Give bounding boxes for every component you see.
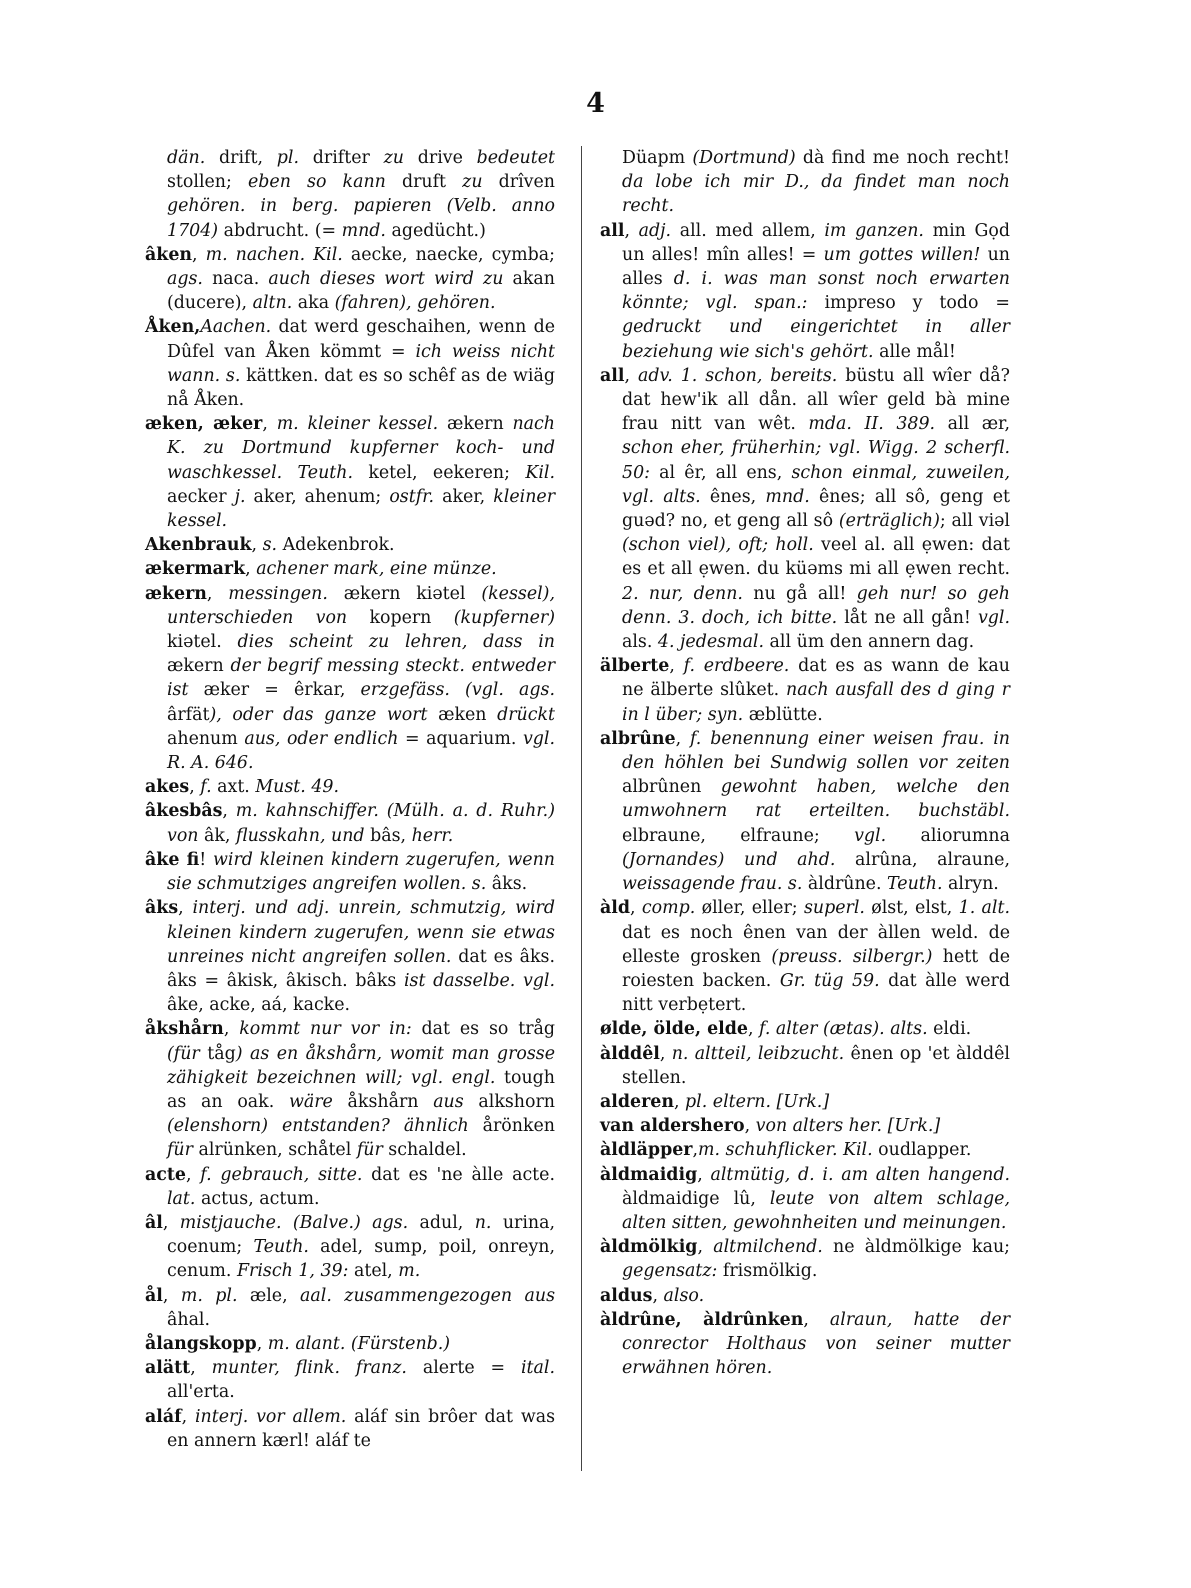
entry-text: ,	[747, 1019, 760, 1040]
italic-gloss: drückt	[497, 704, 555, 725]
entry-text: ,	[697, 1237, 714, 1258]
italic-gloss: für	[167, 1140, 193, 1161]
italic-gloss: aus, oder endlich	[244, 728, 399, 749]
entry-text: = aquarium.	[398, 728, 523, 749]
italic-gloss: adv. 1. schon, bereits.	[637, 365, 838, 386]
entry-text: âke, acke, aá, kacke.	[167, 995, 351, 1016]
dictionary-entry	[600, 896, 1010, 1017]
dictionary-entry	[145, 582, 555, 776]
headword: àldmaidig	[600, 1164, 698, 1185]
headword: Åken	[145, 317, 195, 338]
dictionary-entry	[600, 1090, 1010, 1114]
italic-gloss: munter, flink. franz.	[211, 1358, 407, 1379]
dictionary-entry	[600, 364, 1010, 654]
italic-gloss: vgl.	[854, 825, 887, 846]
italic-gloss: comp.	[641, 898, 696, 919]
italic-gloss: schon eher, früherhin; vgl. Wigg. 2 scherfl. 50:	[622, 438, 1010, 483]
headword: aláf	[145, 1406, 182, 1427]
italic-gloss: vgl. R. A. 646.	[167, 728, 555, 774]
dictionary-entry	[145, 775, 555, 799]
italic-gloss: bedeutet	[476, 148, 555, 168]
italic-gloss: Teuth.	[253, 1237, 309, 1258]
entry-text: ækern	[438, 414, 513, 435]
entry-text: ,	[192, 244, 206, 265]
entry-text: åkshårn	[332, 1091, 434, 1112]
entry-text: ,	[190, 1358, 212, 1379]
italic-gloss: ist dasselbe. vgl.	[404, 970, 556, 991]
italic-gloss: kommt nur vor in:	[239, 1019, 412, 1040]
italic-gloss: ags.	[167, 269, 203, 290]
entry-text: ,	[181, 1406, 195, 1427]
entry-text: ,	[659, 1043, 672, 1064]
italic-gloss: (Jornandes) und ahd.	[622, 849, 836, 870]
italic-gloss: eben so kann	[247, 172, 386, 193]
italic-gloss: s.	[262, 535, 278, 556]
entry-text: aecke, naecke, cymba;	[342, 244, 555, 265]
italic-gloss: superl.	[803, 898, 865, 919]
entry-text: dat es 'ne àlle acte.	[362, 1164, 555, 1185]
entry-text: Adekenbrok.	[277, 535, 395, 556]
entry-text: ênes,	[700, 486, 766, 507]
italic-gloss: adj.	[638, 220, 672, 241]
dictionary-entry	[600, 1042, 1010, 1090]
italic-gloss: pl.	[276, 148, 299, 168]
entry-text: ,	[744, 1116, 756, 1137]
entry-text: al êr, all ens,	[650, 462, 792, 483]
entry-text: øller, eller;	[695, 898, 804, 919]
entry-text: schaldel.	[382, 1140, 467, 1161]
entry-text: ,	[178, 898, 193, 919]
italic-gloss: vgl.	[977, 607, 1010, 628]
italic-gloss: womit man grosse zähigkeit bezeichnen will; vgl. engl.	[167, 1043, 555, 1088]
entry-text: oudlapper.	[872, 1140, 972, 1161]
italic-gloss: f. erdbeere.	[683, 656, 790, 677]
column-divider	[581, 146, 582, 1471]
headword: ålangskopp	[145, 1333, 257, 1354]
headword: àld	[600, 898, 631, 919]
entry-text: ,	[675, 728, 690, 749]
entry-text: aker,	[434, 486, 494, 507]
italic-gloss: im ganzen.	[824, 220, 924, 241]
italic-gloss: Gr. tüg 59.	[779, 970, 880, 991]
headword: ækermark	[145, 559, 246, 580]
headword: ækern	[145, 583, 207, 604]
headword: âl	[145, 1212, 163, 1233]
headword: alderen	[600, 1091, 674, 1112]
entry-text: ,	[673, 1091, 686, 1112]
italic-gloss: messingen.	[228, 583, 328, 604]
entry-text: ,	[624, 220, 639, 241]
dictionary-entry	[145, 315, 555, 412]
italic-gloss: (erträglich)	[838, 511, 940, 532]
italic-gloss: weissagende frau. s.	[622, 874, 803, 895]
italic-gloss: m. kleiner kessel.	[276, 414, 439, 435]
entry-text: kopern	[347, 607, 454, 628]
italic-gloss: 4. jedesmal.	[657, 632, 765, 653]
headword: àldläpper	[600, 1140, 693, 1161]
entry-text: eldi.	[927, 1019, 972, 1040]
headword: åkshårn	[145, 1019, 224, 1040]
italic-gloss: interj. und adj. unrein, schmutzig, wird kleinen kindern zugerufen, wenn sie etwas unreines nicht angreifen sollen.	[167, 898, 555, 967]
entry-text: !	[199, 849, 213, 870]
entry-text: akan (ducere),	[167, 269, 555, 314]
entry-text: alrünken, schåtel	[192, 1140, 357, 1161]
dictionary-entry	[145, 1163, 555, 1211]
italic-gloss: aal. zusammengezogen aus	[300, 1285, 555, 1306]
headword: àldmölkig	[600, 1237, 698, 1258]
continued-entry	[600, 146, 1010, 219]
headword: Akenbrauk	[145, 535, 252, 556]
dictionary-entry	[145, 412, 555, 533]
italic-gloss: gehören. in berg. papieren (Velb. anno 1704)	[167, 196, 555, 241]
italic-gloss: (schon viel), oft; holl.	[622, 535, 814, 556]
entry-text: kiətel.	[167, 632, 238, 653]
italic-gloss: m. nachen. Kil.	[205, 244, 343, 265]
entry-text: urina, coenum;	[167, 1212, 555, 1258]
entry-text: drîven	[482, 172, 555, 193]
italic-gloss: gegensatz:	[622, 1261, 718, 1282]
dictionary-entry	[600, 1284, 1010, 1308]
italic-gloss: der begrif messing steckt. entweder ist	[167, 656, 556, 701]
italic-gloss: d. i. was man sonst noch erwarten könnte; vgl. span.:	[622, 269, 1010, 314]
entry-text: adul,	[408, 1212, 475, 1233]
italic-gloss: von alters her. [Urk.]	[755, 1116, 941, 1137]
italic-gloss: (fahren), gehören.	[334, 293, 496, 314]
entry-text: axt.	[211, 777, 256, 798]
dictionary-entry	[145, 243, 555, 316]
entry-text: ,	[223, 1019, 240, 1040]
dictionary-entry	[600, 1163, 1010, 1236]
entry-text: dat es noch ênen van der àllen weld. de elleste grosken	[622, 922, 1010, 967]
italic-gloss: gewohnt haben, welche den umwohnern rat erteilten. buchstäbl.	[622, 777, 1010, 822]
italic-gloss: Aachen.	[200, 317, 272, 338]
dictionary-entry	[600, 1235, 1010, 1283]
dictionary-entry	[600, 219, 1010, 364]
entry-text: all ær,	[935, 414, 1010, 435]
italic-gloss: f. alter (ætas). alts.	[759, 1019, 928, 1040]
italic-gloss: ) as en åkshårn,	[235, 1043, 390, 1064]
entry-text: min Gọd un alles! mîn alles! =	[622, 220, 1010, 265]
entry-text: alryn.	[942, 874, 999, 895]
italic-gloss: interj. vor allem.	[194, 1406, 347, 1427]
italic-gloss: (elenshorn) entstanden? ähnlich	[167, 1116, 469, 1137]
entry-text: ,	[162, 1212, 180, 1233]
entry-text: Düapm	[622, 148, 693, 168]
entry-text: alle mål!	[873, 341, 956, 362]
headword: âke fi	[145, 849, 200, 870]
italic-gloss: flusskahn, und	[236, 825, 365, 846]
entry-text: âhal.	[167, 1309, 211, 1330]
entry-text: ; all viəl	[939, 511, 1010, 532]
entry-text: dat werd geschaihen, wenn de Dûfel van Åken kömmt =	[167, 317, 555, 362]
headword: àldrûne, àldrûnken	[600, 1309, 804, 1330]
entry-text: drifter	[299, 148, 384, 168]
dictionary-entry	[145, 848, 555, 896]
entry-text: tough as an oak.	[167, 1067, 555, 1112]
continued-entry	[145, 146, 555, 243]
entry-text: dat es as wann de kau ne älberte slûket.	[622, 656, 1010, 701]
italic-gloss: nach ausfall des d ging r in l über; syn.	[622, 680, 1010, 725]
dictionary-entry	[600, 1114, 1010, 1138]
italic-gloss: Must. 49.	[255, 777, 339, 798]
entry-text: ,	[803, 1309, 830, 1330]
entry-text: ahenum	[167, 728, 245, 749]
italic-gloss: auch dieses wort wird zu	[268, 269, 504, 290]
entry-text: ,	[222, 801, 236, 822]
entry-text: ,	[256, 1333, 268, 1354]
italic-gloss: m.	[398, 1261, 421, 1282]
italic-gloss: Kil.	[525, 462, 555, 483]
entry-text: ,	[245, 559, 257, 580]
entry-text: ækern	[167, 656, 231, 677]
headword: ål	[145, 1285, 163, 1306]
italic-gloss: wäre	[288, 1091, 333, 1112]
entry-text: ,	[692, 1140, 698, 1161]
headword: albrûne	[600, 728, 676, 749]
italic-gloss: Teuth.	[887, 874, 943, 895]
dictionary-entry	[600, 1017, 1010, 1041]
entry-text: actus, actum.	[195, 1188, 320, 1209]
italic-gloss: dän.	[167, 148, 206, 168]
dictionary-entry	[145, 1356, 555, 1404]
entry-text: æken	[427, 704, 498, 725]
entry-text: ,	[189, 777, 201, 798]
entry-text: frismölkig.	[717, 1261, 818, 1282]
italic-gloss: (preuss. silbergr.)	[771, 946, 933, 967]
entry-text: aliorumna	[886, 825, 1010, 846]
italic-gloss: dies scheint zu lehren, dass in	[237, 632, 555, 653]
italic-gloss: (Dortmund)	[692, 148, 796, 168]
headword: van aldershero	[600, 1116, 745, 1137]
italic-gloss: m. kahnschiffer. (Mülh. a. d. Ruhr.) von	[167, 801, 555, 846]
italic-gloss: alraun, hatte der conrector Holthaus von seiner mutter erwähnen hören.	[622, 1309, 1011, 1379]
entry-text: ,	[697, 1164, 711, 1185]
entry-text: dat es âks. âks = âkisk, âkisch. bâks	[167, 946, 555, 991]
italic-gloss: mnd.	[765, 486, 810, 507]
entry-text: ênen op 'et àlddêl stellen.	[622, 1043, 1010, 1088]
italic-gloss: kleiner kessel.	[167, 486, 556, 532]
entry-text: æblütte.	[743, 704, 823, 725]
italic-gloss: leute von altem schlage, alten sitten, gewohnheiten und meinungen.	[622, 1188, 1010, 1233]
italic-gloss: ital.	[521, 1358, 556, 1379]
dictionary-entry	[600, 654, 1010, 727]
dictionary-entry	[145, 533, 555, 557]
italic-gloss: m. schuhflicker. Kil.	[698, 1140, 873, 1161]
entry-text: aka	[292, 293, 335, 314]
italic-gloss: 1. alt.	[958, 898, 1011, 919]
headword: âks	[145, 898, 179, 919]
dictionary-entry	[145, 896, 555, 1017]
italic-gloss: pl. eltern. [Urk.]	[685, 1091, 830, 1112]
entry-text: dat àlle werd nitt verbẹtert.	[622, 970, 1010, 1016]
entry-text: aecker	[167, 486, 235, 507]
entry-text: kättken. dat es so schêf as de wiäg nå Åken.	[167, 365, 555, 411]
entry-text: stollen;	[167, 172, 248, 193]
entry-text: ,	[206, 583, 229, 604]
dictionary-entry	[145, 1017, 555, 1162]
italic-gloss: mnd.	[341, 220, 386, 241]
entry-text: drive	[403, 148, 477, 168]
entry-text: ,	[652, 1285, 664, 1306]
dictionary-entry	[145, 1332, 555, 1356]
italic-gloss: m. pl.	[180, 1285, 238, 1306]
italic-gloss: zu	[383, 148, 404, 168]
italic-gloss: erzgefäss. (vgl. ags.	[360, 680, 555, 701]
italic-gloss: gedruckt und eingerichtet in aller beziehung wie sich's gehört.	[622, 317, 1010, 362]
entry-text: ækern kiətel	[327, 583, 482, 604]
entry-text: ênes; all sô, geng et guəd? no, et geng all sô	[622, 486, 1010, 532]
italic-gloss: wird kleinen kindern zugerufen, wenn sie schmutziges angreifen wollen. s.	[167, 849, 555, 895]
entry-text: ârfät	[167, 704, 210, 725]
italic-gloss: geh nur! so geh denn. 3. doch, ich bitte.	[622, 583, 1010, 628]
entry-text: ,	[669, 656, 684, 677]
headword: älberte	[600, 656, 670, 677]
entry-text: alrûna, alraune,	[835, 849, 1010, 870]
italic-gloss: Frisch 1, 39:	[236, 1261, 349, 1282]
entry-text: ,	[162, 1285, 181, 1306]
italic-gloss: ostfr.	[389, 486, 435, 507]
italic-gloss: j.	[234, 486, 246, 507]
dictionary-entry	[145, 799, 555, 847]
entry-text: impreso y todo =	[807, 293, 1010, 314]
left-column	[145, 146, 555, 1453]
entry-text: æker = êrkar,	[188, 680, 361, 701]
entry-text: bâs,	[364, 825, 412, 846]
italic-gloss: achener mark, eine münze.	[256, 559, 497, 580]
italic-gloss: altn.	[252, 293, 293, 314]
entry-text: elbraune, elfraune;	[622, 825, 855, 846]
italic-gloss: für	[356, 1140, 383, 1161]
entry-text: ,	[630, 898, 642, 919]
italic-gloss: (kessel), unterschieden von	[167, 583, 555, 628]
dictionary-entry	[145, 1211, 555, 1284]
dictionary-entry	[145, 1405, 555, 1453]
entry-text: æle,	[237, 1285, 301, 1306]
italic-gloss: f. benennung einer weisen frau. in den höhlen bei Sundwig sollen vor zeiten	[622, 728, 1010, 774]
page-number: 4	[586, 88, 605, 119]
headword: ølde, ölde, elde	[600, 1019, 748, 1040]
entry-text: abdrucht. (=	[218, 220, 342, 241]
italic-gloss: lat.	[167, 1188, 196, 1209]
entry-text: âk,	[198, 825, 236, 846]
entry-text: all üm den annern dag.	[764, 632, 975, 653]
headword: âkesbâs	[145, 801, 223, 822]
entry-text: alkshorn	[463, 1091, 555, 1112]
italic-gloss: f. gebrauch, sitte.	[200, 1164, 363, 1185]
italic-gloss: mda. II. 389.	[808, 414, 936, 435]
entry-text: tåg	[199, 1043, 236, 1064]
italic-gloss: da lobe ich mir D., da findet man noch recht.	[622, 172, 1010, 217]
entry-text: ,	[251, 535, 263, 556]
entry-text: hett de roiesten backen.	[622, 946, 1011, 991]
entry-text: àldmaidige lû,	[622, 1188, 770, 1209]
italic-gloss: 2. nur, denn.	[622, 583, 743, 604]
entry-text: adel, sump, poil, onreyn, cenum.	[167, 1237, 556, 1282]
entry-text: veel al. all ẹwen: dat es et all ẹwen. du küəms mi all ẹwen recht.	[622, 535, 1010, 580]
italic-gloss: um gottes willen!	[823, 244, 981, 265]
entry-text: alerte =	[406, 1358, 521, 1379]
italic-gloss: n.	[474, 1212, 492, 1233]
dictionary-entry	[145, 1284, 555, 1332]
entry-text: als.	[622, 632, 658, 653]
italic-gloss: altmütig, d. i. am alten hangend.	[710, 1164, 1010, 1185]
dictionary-entry	[600, 1138, 1010, 1162]
italic-gloss: n. altteil, leibzucht.	[671, 1043, 845, 1064]
entry-text: dà find me noch recht!	[795, 148, 1010, 168]
italic-gloss: herr.	[411, 825, 454, 846]
headword: aldus	[600, 1285, 653, 1306]
right-column	[600, 146, 1010, 1380]
italic-gloss: nach K. zu Dortmund kupferner koch- und waschkessel. Teuth.	[167, 414, 555, 483]
entry-text: atel,	[348, 1261, 399, 1282]
headword: ,	[194, 317, 201, 338]
headword: àlddêl	[600, 1043, 660, 1064]
entry-text: ,	[262, 414, 277, 435]
entry-text: ,	[185, 1164, 201, 1185]
entry-text: âks.	[486, 874, 528, 895]
entry-text: druft	[385, 172, 463, 193]
entry-text: årönken	[468, 1116, 555, 1137]
italic-gloss: (für	[167, 1043, 200, 1064]
headword: alätt	[145, 1358, 191, 1379]
entry-text: aláf sin brôer dat was en annern kærl! aláf te	[167, 1406, 556, 1451]
entry-text: ketel, eekeren;	[353, 462, 526, 483]
entry-text: all'erta.	[167, 1382, 235, 1403]
headword: all	[600, 365, 625, 386]
entry-text: ,	[624, 365, 638, 386]
entry-text: ne àldmölkige kau;	[822, 1237, 1010, 1258]
entry-text: aker, ahenum;	[245, 486, 390, 507]
headword: acte	[145, 1164, 186, 1185]
italic-gloss: m. alant. (Fürstenb.)	[267, 1333, 451, 1354]
italic-gloss: ), oder das ganze wort	[209, 704, 428, 725]
entry-text: àldrûne.	[802, 874, 888, 895]
entry-text: drift,	[205, 148, 277, 168]
italic-gloss: altmilchend.	[713, 1237, 823, 1258]
entry-text: nu gå all!	[742, 583, 857, 604]
italic-gloss: mistjauche. (Balve.) ags.	[179, 1212, 409, 1233]
headword: all	[600, 220, 625, 241]
entry-text: albrûnen	[622, 777, 721, 798]
entry-text: all. med allem,	[671, 220, 825, 241]
entry-text: låt ne all gån!	[837, 607, 978, 628]
italic-gloss: aus	[433, 1091, 464, 1112]
dictionary-entry	[600, 1308, 1010, 1381]
italic-gloss: ich weiss nicht wann. s.	[167, 341, 556, 386]
italic-gloss: schon einmal, zuweilen, vgl. alts.	[622, 462, 1010, 507]
italic-gloss: zu	[462, 172, 483, 193]
italic-gloss: also.	[663, 1285, 705, 1306]
italic-gloss: f.	[200, 777, 212, 798]
entry-text: un alles	[622, 244, 1010, 290]
entry-text: ølst, elst,	[864, 898, 959, 919]
entry-text: naca.	[202, 269, 269, 290]
dictionary-entry	[145, 557, 555, 581]
dictionary-entry	[600, 727, 1010, 896]
headword: æken, æker	[145, 414, 263, 435]
entry-text: agedücht.)	[385, 220, 486, 241]
entry-text: dat es so tråg	[411, 1019, 556, 1040]
headword: âken	[145, 244, 193, 265]
headword: akes	[145, 777, 190, 798]
entry-text: büstu all wîer då? dat hew'ik all dån. all wîer geld bà mine frau nitt van wêt.	[622, 365, 1010, 435]
italic-gloss: (kupferner)	[453, 607, 555, 628]
